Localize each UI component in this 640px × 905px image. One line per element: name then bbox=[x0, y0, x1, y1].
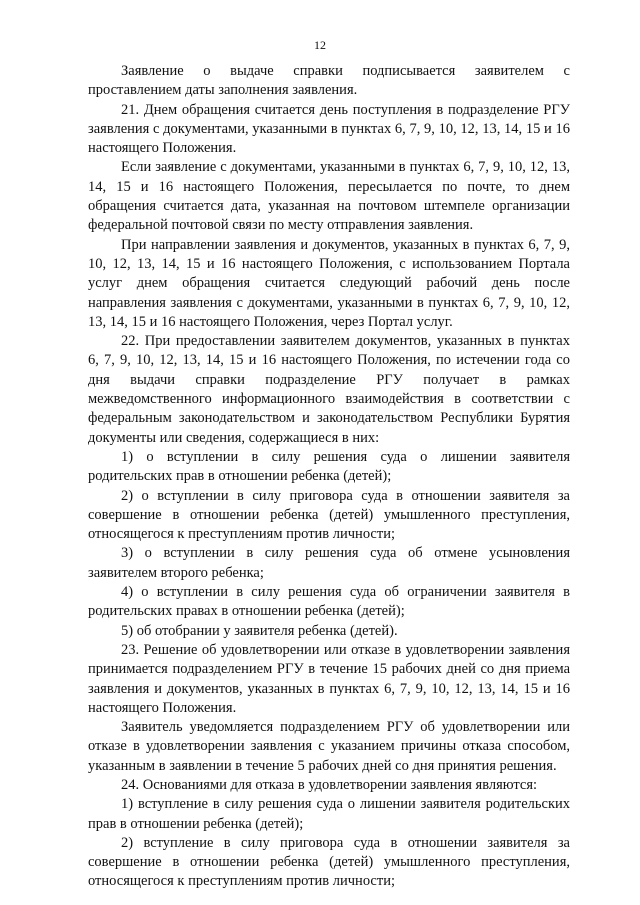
paragraph: 2) вступление в силу приговора суда в отношении заявителя за совершение в отношении ребенка (детей) умышленного преступления, относящегося к преступлениям против личности; bbox=[88, 834, 570, 890]
paragraph: 21. Днем обращения считается день поступления в подразделение РГУ заявления с документами, указанными в пунктах 6, 7, 9, 10, 12, 13, 14, 15 и 16 настоящего Положения. bbox=[88, 101, 570, 157]
paragraph: 24. Основаниями для отказа в удовлетворении заявления являются: bbox=[121, 776, 538, 793]
paragraph: Заявитель уведомляется подразделением РГУ об удовлетворении или отказе в удовлетворении заявления с указанием причины отказа способом, указанным в заявлении в течение 5 рабочих дней со дня принятия решения. bbox=[88, 719, 570, 774]
paragraph: Заявление о выдаче справки подписывается заявителем с проставлением даты заполнения заявления. bbox=[88, 63, 570, 99]
paragraph: 23. Решение об удовлетворении или отказе в удовлетворении заявления принимается подразделением РГУ в течение 15 рабочих дней со дня приема заявления и документов, указанных в пунктах 6, 7, 9, 10, 12, 13, 14, 15 и 16 настоящего Положения. bbox=[88, 641, 570, 716]
page-number: 12 bbox=[314, 38, 326, 52]
paragraph: 1) о вступлении в силу решения суда о лишении заявителя родительских прав в отношении ребенка (детей); bbox=[88, 448, 570, 485]
paragraph: 2) о вступлении в силу приговора суда в отношении заявителя за совершение в отношении ребенка (детей) умышленного преступления, относящегося к преступлениям против личности; bbox=[88, 487, 570, 543]
paragraph: 1) вступление в силу решения суда о лишении заявителя родительских прав в отношении ребенка (детей); bbox=[88, 796, 570, 832]
document-body bbox=[88, 62, 570, 892]
paragraph: 5) об отобрании у заявителя ребенка (детей). bbox=[121, 622, 398, 639]
paragraph: Если заявление с документами, указанными в пунктах 6, 7, 9, 10, 12, 13, 14, 15 и 16 настоящего Положения, пересылается по почте, то днем обращения считается дата, указанная на почтовом штемпеле организации федеральной почтовой связи по месту отправления заявления. bbox=[88, 159, 570, 234]
paragraph: 22. При предоставлении заявителем документов, указанных в пунктах 6, 7, 9, 10, 12, 13, 14, 15 и 16 настоящего Положения, по истечении года со дня выдачи справки подразделение РГУ получает в рамках межведомственного информационного взаимодействия в соответствии с федеральным законодательством и законодательством Республики Бурятия документы или сведения, содержащиеся в них: bbox=[88, 333, 570, 446]
paragraph: 4) о вступлении в силу решения суда об ограничении заявителя в родительских правах в отношении ребенка (детей); bbox=[88, 584, 570, 620]
paragraph: При направлении заявления и документов, указанных в пунктах 6, 7, 9, 10, 12, 13, 14, 15 и 16 настоящего Положения, с использованием Портала услуг днем обращения считается следующий рабочий день после направления заявления с документами, указанными в пунктах 6, 7, 9, 10, 12, 13, 14, 15 и 16 настоящего Положения, через Портал услуг. bbox=[88, 236, 570, 330]
paragraph: 3) о вступлении в силу решения суда об отмене усыновления заявителем второго ребенка; bbox=[88, 545, 570, 581]
